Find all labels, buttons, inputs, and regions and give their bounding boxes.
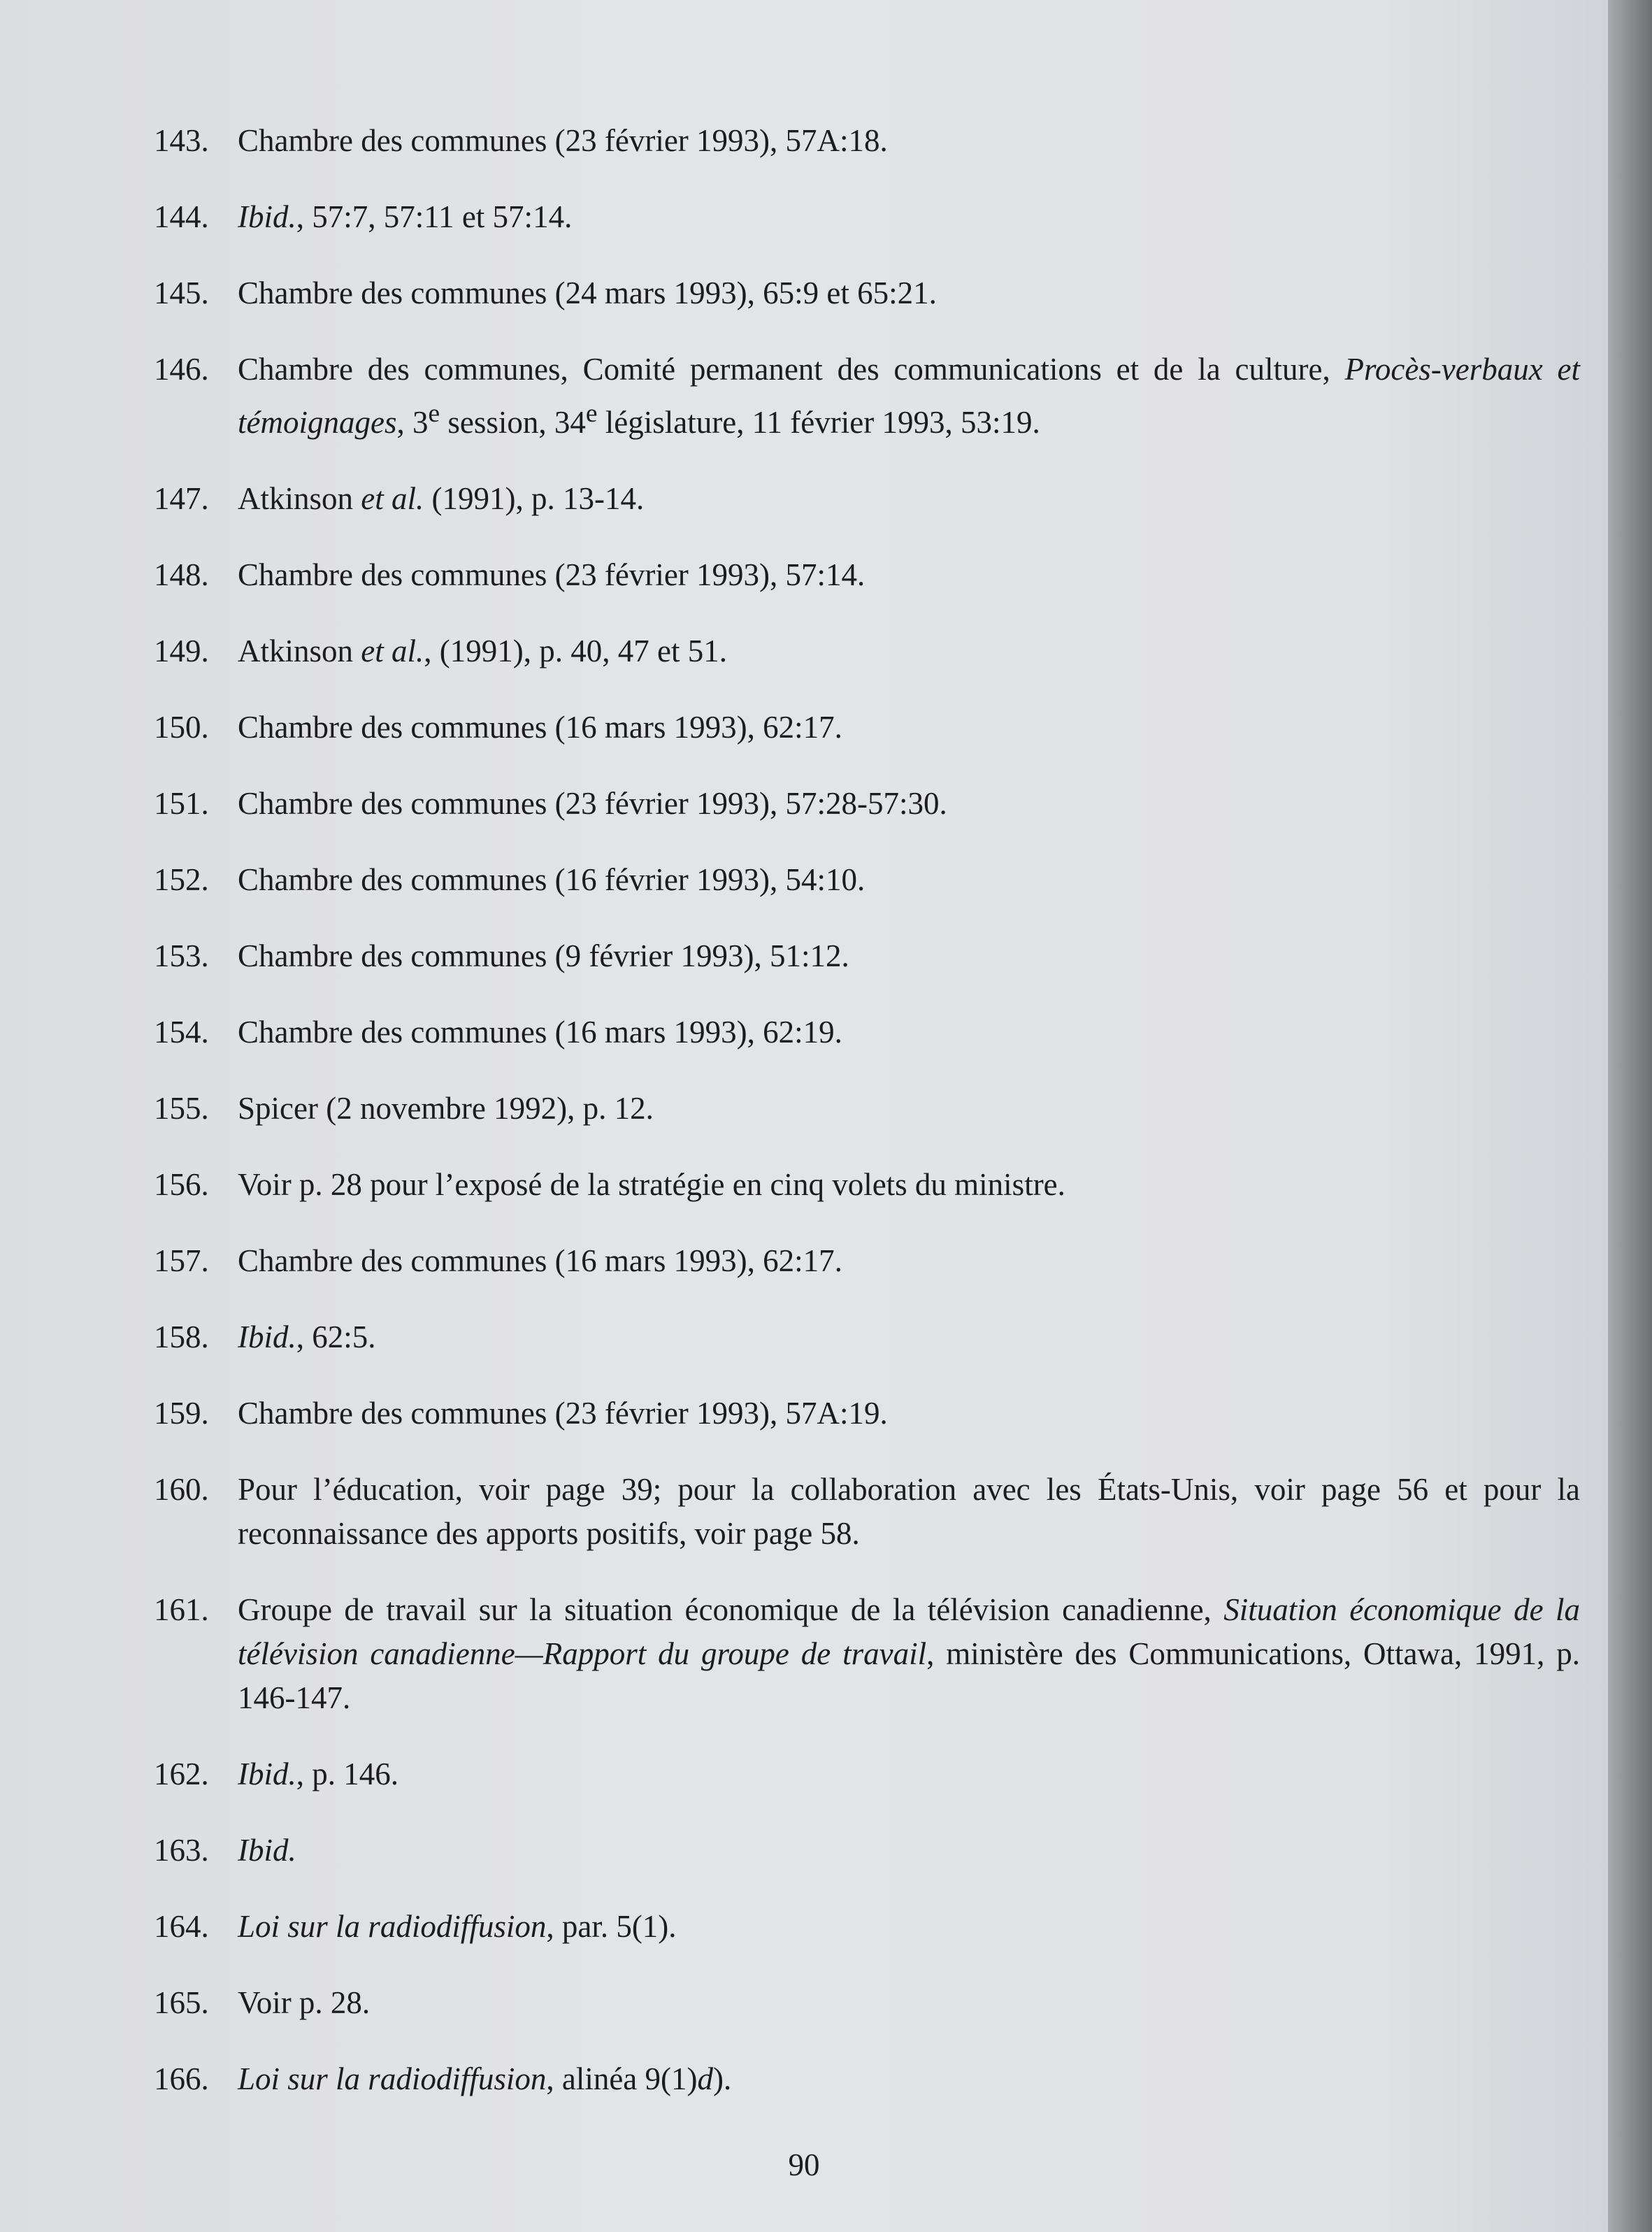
endnote-text <box>238 1239 1580 1283</box>
text-segment: , 57:7, 57:11 et 57:14. <box>296 199 573 234</box>
endnote-text <box>238 1163 1580 1207</box>
endnote-item <box>154 195 1580 239</box>
endnote-text <box>238 1392 1580 1436</box>
endnote-number: 148. <box>154 557 209 592</box>
text-segment: Chambre des communes (16 mars 1993), 62:17. <box>238 710 842 745</box>
endnote-number: 147. <box>154 481 209 516</box>
endnote-number: 158. <box>154 1319 209 1354</box>
endnote-text <box>238 629 1580 673</box>
endnote-text <box>238 1315 1580 1359</box>
italic-segment: Loi sur la radiodiffusion <box>238 2061 547 2096</box>
endnote-text <box>238 1468 1580 1556</box>
italic-segment: Ibid. <box>238 1757 296 1791</box>
endnote-number: 153. <box>154 938 209 973</box>
italic-segment: et al. <box>361 481 424 516</box>
text-segment: Groupe de travail sur la situation économique de la télévision canadienne, <box>238 1592 1224 1627</box>
text-segment: Chambre des communes (16 mars 1993), 62:19. <box>238 1015 842 1050</box>
endnote-item <box>154 1981 1580 2025</box>
endnote-item <box>154 934 1580 978</box>
endnote-item <box>154 119 1580 163</box>
text-segment: Pour l’éducation, voir page 39; pour la collaboration avec les États-Unis, voir page 56 et pour la reconnaissance des apports positifs, voir page 58. <box>238 1472 1580 1551</box>
endnote-text <box>238 1087 1580 1131</box>
endnote-item <box>154 553 1580 597</box>
text-segment: Chambre des communes (9 février 1993), 51:12. <box>238 938 849 973</box>
endnote-item <box>154 706 1580 750</box>
italic-segment: Situation économique de la télévision canadienne—Rapport du groupe de travail <box>238 1592 1581 1671</box>
endnote-text <box>238 1829 1580 1873</box>
italic-segment: Ibid. <box>238 1833 296 1868</box>
text-segment: Atkinson <box>238 634 361 668</box>
text-segment: , 3 <box>396 405 429 440</box>
page-number: 90 <box>788 2147 820 2182</box>
endnote-text <box>238 1588 1580 1720</box>
endnote-number: 160. <box>154 1472 209 1507</box>
text-segment: Chambre des communes (23 février 1993), 57:28-57:30. <box>238 786 947 821</box>
endnote-number: 150. <box>154 710 209 745</box>
endnote-text <box>238 553 1580 597</box>
endnote-text <box>238 1905 1580 1949</box>
endnote-item <box>154 477 1580 521</box>
italic-segment: Loi sur la radiodiffusion <box>238 1909 547 1944</box>
endnote-item <box>154 1010 1580 1054</box>
italic-segment: Procès-verbaux et témoignages <box>238 352 1581 440</box>
endnote-number: 162. <box>154 1757 209 1791</box>
endnote-item <box>154 629 1580 673</box>
text-segment: Chambre des communes (16 mars 1993), 62:17. <box>238 1243 842 1278</box>
text-segment: , ministère des Communications, Ottawa, 1991, p. 146-147. <box>238 1636 1580 1715</box>
endnote-number: 157. <box>154 1243 209 1278</box>
text-segment: Chambre des communes, Comité permanent des communications et de la culture, <box>238 352 1345 387</box>
endnote-item <box>154 1163 1580 1207</box>
endnote-number: 166. <box>154 2061 209 2096</box>
endnote-number: 161. <box>154 1592 209 1627</box>
book-gutter-edge <box>1608 0 1652 2232</box>
text-segment: , alinéa 9(1) <box>546 2061 698 2096</box>
endnote-text <box>238 348 1580 445</box>
endnote-text <box>238 1981 1580 2025</box>
endnote-item <box>154 348 1580 445</box>
endnote-number: 159. <box>154 1396 209 1431</box>
text-segment: , (1991), p. 40, 47 et 51. <box>424 634 727 668</box>
endnote-text <box>238 119 1580 163</box>
endnote-number: 163. <box>154 1833 209 1868</box>
endnote-number: 143. <box>154 123 209 158</box>
endnote-text <box>238 1010 1580 1054</box>
endnote-number: 152. <box>154 862 209 897</box>
text-segment: ). <box>713 2061 732 2096</box>
endnote-item <box>154 858 1580 902</box>
endnote-item <box>154 1468 1580 1556</box>
endnote-item <box>154 1588 1580 1720</box>
endnote-item <box>154 1905 1580 1949</box>
endnote-text <box>238 2057 1580 2101</box>
endnote-number: 145. <box>154 276 209 310</box>
text-segment: Chambre des communes (23 février 1993), 57A:19. <box>238 1396 888 1431</box>
endnotes-list <box>154 119 1580 2133</box>
endnote-text <box>238 706 1580 750</box>
endnote-text <box>238 477 1580 521</box>
italic-segment: Ibid. <box>238 199 296 234</box>
superscript: e <box>428 399 440 428</box>
text-segment: session, 34 <box>440 405 586 440</box>
text-segment: Voir p. 28. <box>238 1985 371 2020</box>
text-segment: Chambre des communes (16 février 1993), 54:10. <box>238 862 865 897</box>
italic-segment: Ibid. <box>238 1319 296 1354</box>
text-segment: Chambre des communes (23 février 1993), 57A:18. <box>238 123 888 158</box>
endnote-item <box>154 1239 1580 1283</box>
endnote-number: 149. <box>154 634 209 668</box>
text-segment: Chambre des communes (23 février 1993), 57:14. <box>238 557 865 592</box>
text-segment: , par. 5(1). <box>546 1909 677 1944</box>
endnote-item <box>154 1752 1580 1796</box>
italic-segment: d <box>697 2061 713 2096</box>
endnote-text <box>238 1752 1580 1796</box>
endnote-item <box>154 1315 1580 1359</box>
superscript: e <box>585 399 598 428</box>
endnote-number: 144. <box>154 199 209 234</box>
text-segment: législature, 11 février 1993, 53:19. <box>597 405 1040 440</box>
text-segment: , 62:5. <box>296 1319 376 1354</box>
text-segment: , p. 146. <box>296 1757 398 1791</box>
endnote-number: 164. <box>154 1909 209 1944</box>
endnote-item <box>154 1392 1580 1436</box>
endnote-text <box>238 195 1580 239</box>
endnote-text <box>238 858 1580 902</box>
endnote-item <box>154 2057 1580 2101</box>
text-segment: Chambre des communes (24 mars 1993), 65:9 et 65:21. <box>238 276 937 310</box>
endnote-text <box>238 271 1580 315</box>
endnote-text <box>238 934 1580 978</box>
endnote-item <box>154 271 1580 315</box>
endnote-number: 156. <box>154 1167 209 1202</box>
text-segment: Voir p. 28 pour l’exposé de la stratégie en cinq volets du ministre. <box>238 1167 1065 1202</box>
endnote-item <box>154 1087 1580 1131</box>
text-segment: Spicer (2 novembre 1992), p. 12. <box>238 1091 654 1126</box>
endnote-item <box>154 782 1580 826</box>
endnote-text <box>238 782 1580 826</box>
text-segment: (1991), p. 13-14. <box>424 481 645 516</box>
endnote-number: 155. <box>154 1091 209 1126</box>
text-segment: Atkinson <box>238 481 361 516</box>
endnote-number: 154. <box>154 1015 209 1050</box>
endnote-number: 146. <box>154 352 209 387</box>
endnote-number: 165. <box>154 1985 209 2020</box>
endnote-number: 151. <box>154 786 209 821</box>
endnote-item <box>154 1829 1580 1873</box>
italic-segment: et al. <box>361 634 424 668</box>
